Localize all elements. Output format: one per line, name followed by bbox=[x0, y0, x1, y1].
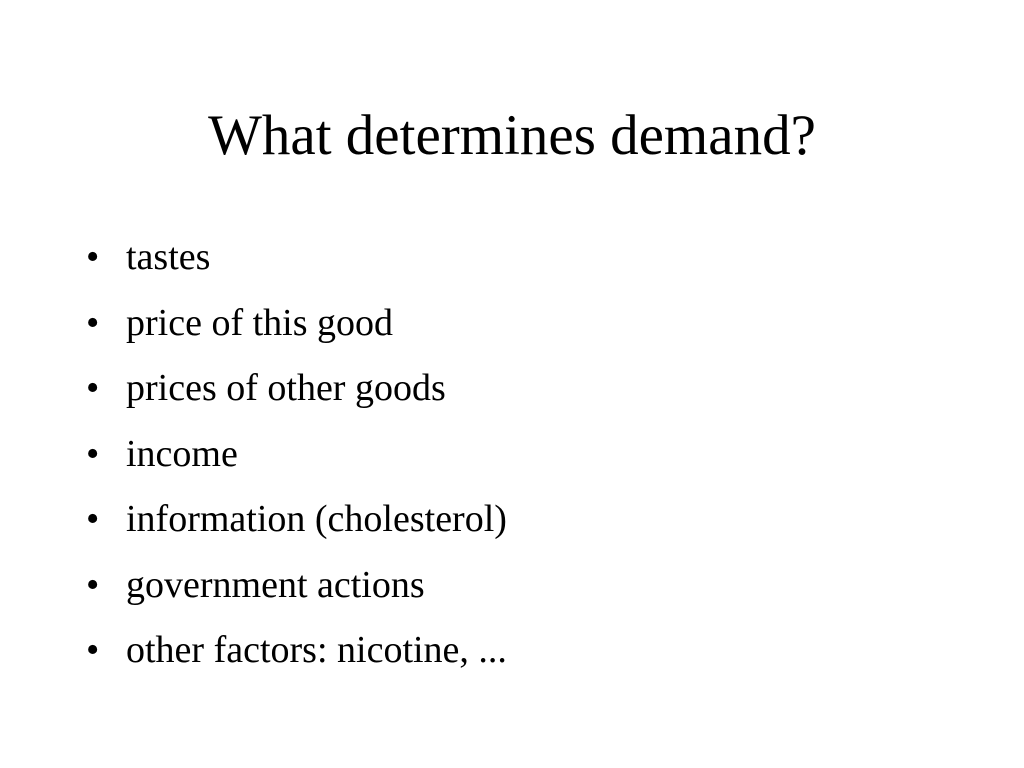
bullet-icon: • bbox=[86, 236, 100, 278]
list-item bbox=[86, 234, 507, 300]
list-item bbox=[86, 431, 507, 497]
bullet-text: prices of other goods bbox=[126, 367, 446, 409]
bullet-text: tastes bbox=[126, 236, 211, 278]
list-item bbox=[86, 627, 507, 693]
bullet-text: government actions bbox=[126, 563, 425, 606]
list-item bbox=[86, 562, 507, 628]
bullet-text: information (cholesterol) bbox=[126, 498, 507, 540]
bullet-icon: • bbox=[86, 498, 100, 540]
list-item bbox=[86, 300, 507, 366]
bullet-icon: • bbox=[86, 301, 100, 344]
list-item bbox=[86, 365, 507, 431]
bullet-icon: • bbox=[86, 629, 100, 671]
bullet-text: other factors: nicotine, ... bbox=[126, 629, 507, 671]
bullet-list bbox=[86, 234, 507, 693]
bullet-text: income bbox=[126, 432, 238, 475]
bullet-icon: • bbox=[86, 432, 100, 475]
bullet-text: price of this good bbox=[126, 301, 394, 344]
bullet-icon: • bbox=[86, 563, 100, 606]
bullet-icon: • bbox=[86, 367, 100, 409]
list-item bbox=[86, 496, 507, 562]
slide-title: What determines demand? bbox=[208, 104, 816, 167]
